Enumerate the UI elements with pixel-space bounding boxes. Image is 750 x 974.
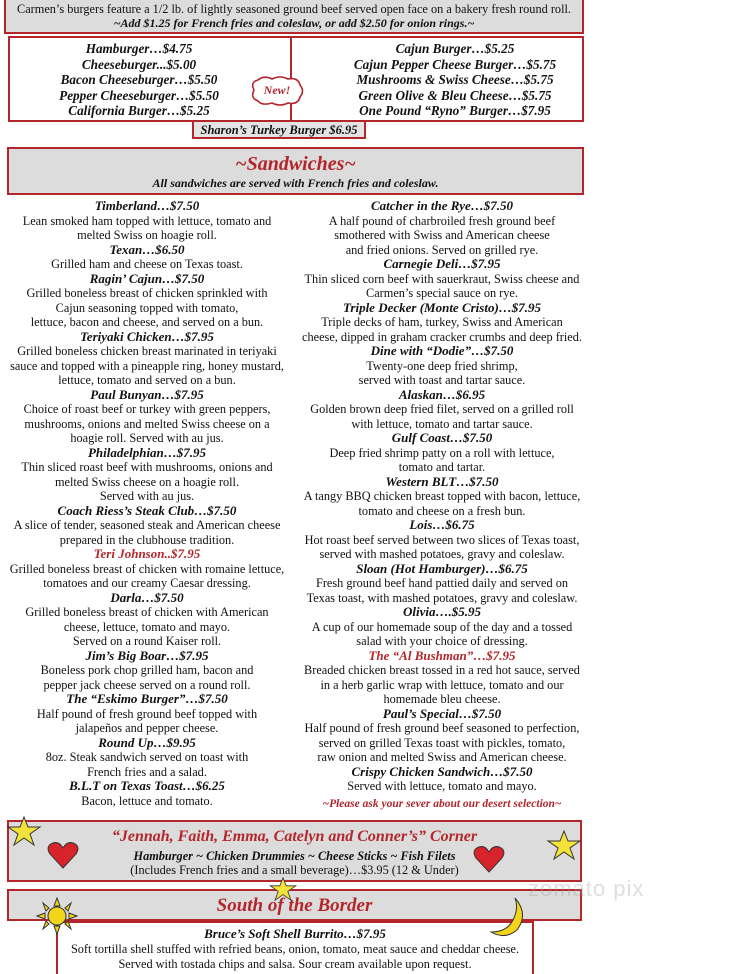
moon-icon bbox=[485, 896, 529, 940]
sandwich-name: Catcher in the Rye…$7.50 bbox=[370, 198, 514, 213]
sandwich-desc-line: melted Swiss cheese on a hoagie roll. bbox=[54, 474, 240, 489]
sandwich-item bbox=[0, 692, 294, 736]
sandwich-desc-line: lettuce, tomato and served on a bun. bbox=[58, 373, 236, 387]
kids-corner-items: Hamburger ~ Chicken Drummies ~ Cheese Sticks ~ Fish Filets bbox=[133, 849, 456, 863]
sandwich-name: Western BLT…$7.50 bbox=[385, 473, 499, 489]
sandwich-desc-line: Half pound of fresh ground beef seasoned to perfection, bbox=[304, 721, 580, 735]
sandwich-item bbox=[0, 388, 294, 446]
sandwich-desc-line: served with mashed potatoes, gravy and coleslaw. bbox=[319, 547, 565, 561]
sandwich-name: B.L.T on Texas Toast…$6.25 bbox=[69, 778, 225, 793]
sandwich-desc-line: tomato and tartar. bbox=[398, 460, 486, 474]
sandwich-item bbox=[294, 649, 590, 707]
sandwich-desc-line: smothered with Swiss and American cheese bbox=[334, 228, 550, 242]
sandwich-desc-line: sauce and topped with a pineapple ring, honey mustard, bbox=[10, 358, 284, 373]
burger-item: Bacon Cheeseburger…$5.50 bbox=[60, 72, 218, 87]
sandwich-desc-line: Lean smoked ham topped with lettuce, tomato and bbox=[22, 213, 272, 228]
star-icon bbox=[6, 816, 42, 846]
sandwich-desc-line: Fresh ground beef hand pattied daily and served on bbox=[315, 576, 568, 590]
sandwich-desc-line: Thin sliced corn beef with sauerkraut, Swiss cheese and bbox=[304, 271, 580, 286]
sandwich-item bbox=[294, 765, 590, 794]
sandwich-desc-line: cheese, dipped in graham cracker crumbs and deep fried. bbox=[302, 329, 582, 344]
sun-icon bbox=[34, 896, 80, 936]
sandwich-desc-line: Triple decks of ham, turkey, Swiss and American bbox=[321, 315, 563, 329]
sandwich-item bbox=[294, 475, 590, 519]
sandwich-desc-line: Golden brown deep fried filet, served on a grilled roll bbox=[310, 402, 574, 416]
sandwich-desc-line: Half pound of fresh ground beef topped with bbox=[36, 706, 258, 721]
burger-item: Mushrooms & Swiss Cheese…$5.75 bbox=[356, 72, 554, 87]
burger-intro-box bbox=[4, 0, 584, 34]
sandwich-item bbox=[0, 504, 294, 548]
new-badge bbox=[250, 76, 304, 106]
sandwich-name: Crispy Chicken Sandwich…$7.50 bbox=[351, 763, 533, 779]
sandwich-item bbox=[0, 199, 294, 243]
burger-item: California Burger…$5.25 bbox=[68, 103, 210, 118]
sandwich-item bbox=[294, 388, 590, 432]
sandwich-item bbox=[294, 199, 590, 257]
sandwiches-subtitle: All sandwiches are served with French fries and coleslaw. bbox=[152, 176, 439, 190]
south-border-items-box bbox=[56, 921, 534, 974]
sandwich-desc-line: Deep fried shrimp patty on a roll with lettuce, bbox=[329, 445, 555, 460]
sandwich-desc-line: melted Swiss on hoagie roll. bbox=[77, 228, 217, 242]
sandwich-desc-line: Grilled boneless breast of chicken sprinkled with bbox=[26, 286, 268, 300]
sandwich-desc-line: A slice of tender, seasoned steak and American cheese bbox=[13, 518, 281, 532]
sandwich-item bbox=[294, 431, 590, 475]
sandwich-name: Olivia….$5.95 bbox=[403, 604, 481, 619]
new-badge-label: New! bbox=[263, 83, 291, 97]
burger-item: Pepper Cheeseburger…$5.50 bbox=[59, 87, 219, 103]
sandwich-desc-line: Served with lettuce, tomato and mayo. bbox=[347, 779, 537, 793]
sandwich-item bbox=[294, 257, 590, 301]
sandwich-desc-line: A tangy BBQ chicken breast topped with bacon, lettuce, bbox=[303, 489, 581, 503]
sandwich-desc-line: homemade bleu cheese. bbox=[383, 692, 501, 706]
sandwich-desc-line: served with toast and tartar sauce. bbox=[358, 373, 526, 387]
sandwich-item bbox=[0, 272, 294, 330]
sandwich-name: Paul’s Special…$7.50 bbox=[382, 705, 502, 721]
sandwich-name: Triple Decker (Monte Cristo)…$7.95 bbox=[342, 299, 542, 315]
sandwich-desc-line: Carmen’s special sauce on rye. bbox=[366, 286, 518, 300]
sandwich-name: Round Up…$9.95 bbox=[98, 734, 196, 750]
sandwich-name: Alaskan…$6.95 bbox=[398, 386, 486, 402]
burger-item: Cajun Pepper Cheese Burger…$5.75 bbox=[353, 56, 557, 72]
star-icon bbox=[546, 830, 582, 860]
turkey-burger-label: Sharon’s Turkey Burger $6.95 bbox=[200, 123, 358, 137]
sandwich-desc-line: prepared in the clubhouse tradition. bbox=[59, 532, 235, 547]
burger-intro-text: Carmen’s burgers feature a 1/2 lb. of lightly seasoned ground beef served open face on a bakery fresh round roll. bbox=[17, 2, 571, 16]
sandwich-desc-line: tomato and cheese on a fresh bun. bbox=[358, 503, 526, 518]
sandwich-desc-line: and fried onions. Served on grilled rye. bbox=[345, 242, 539, 257]
sandwiches-title: ~Sandwiches~ bbox=[235, 153, 356, 175]
heart-icon bbox=[47, 840, 79, 870]
sandwich-name: Philadelphian…$7.95 bbox=[87, 444, 207, 460]
burger-item: One Pound “Ryno” Burger…$7.95 bbox=[359, 103, 551, 118]
burger-item: Green Olive & Bleu Cheese…$5.75 bbox=[358, 87, 552, 103]
sandwich-desc-line: raw onion and melted Swiss and American cheese. bbox=[317, 750, 567, 764]
sandwich-desc-line: Served with au jus. bbox=[99, 489, 195, 503]
sandwich-item bbox=[0, 649, 294, 693]
burrito-desc-line: Soft tortilla shell stuffed with refried beans, onion, tomato, meat sauce and cheddar cheese. bbox=[70, 942, 520, 956]
sandwich-name: Teriyaki Chicken…$7.95 bbox=[80, 328, 214, 344]
sandwiches-left-column bbox=[0, 199, 294, 808]
sandwich-desc-line: hoagie roll. Served with au jus. bbox=[70, 431, 224, 445]
sandwich-name: Carnegie Deli…$7.95 bbox=[383, 256, 501, 271]
sandwiches-banner bbox=[7, 147, 584, 195]
heart-icon bbox=[472, 844, 506, 874]
sandwich-desc-line: Boneless pork chop grilled ham, bacon and bbox=[40, 663, 254, 677]
sandwich-desc-line: in a herb garlic wrap with lettuce, tomato and our bbox=[320, 677, 564, 692]
sandwiches-right-column bbox=[294, 199, 590, 811]
sandwich-name: Jim’s Big Boar…$7.95 bbox=[85, 647, 209, 663]
sandwich-desc-line: served on grilled Texas toast with pickles, tomato, bbox=[318, 735, 566, 750]
sandwich-desc-line: Texas toast, with mashed potatoes, gravy and coleslaw. bbox=[306, 590, 578, 605]
sandwich-desc-line: Breaded chicken breast tossed in a red hot sauce, served bbox=[304, 663, 580, 677]
burger-item: Cheeseburger...$5.00 bbox=[81, 56, 197, 72]
sandwich-desc-line: Grilled boneless chicken breast marinated in teriyaki bbox=[17, 344, 277, 358]
sandwich-desc-line: A cup of our homemade soup of the day and a tossed bbox=[311, 619, 573, 634]
burger-addon-text: ~Add $1.25 for French fries and coleslaw, or add $2.50 for onion rings.~ bbox=[113, 16, 475, 30]
sandwich-name: Lois…$6.75 bbox=[409, 517, 475, 532]
burrito-desc-line: Served with tostada chips and salsa. Sour cream available upon request. bbox=[118, 957, 472, 971]
kids-corner-title: “Jennah, Faith, Emma, Catelyn and Conner’s” Corner bbox=[111, 828, 478, 845]
sandwich-desc-line: Grilled boneless breast of chicken with romaine lettuce, bbox=[9, 561, 285, 576]
sandwich-name: Paul Bunyan…$7.95 bbox=[90, 386, 204, 402]
sandwich-desc-line: Grilled boneless breast of chicken with American bbox=[25, 605, 269, 619]
sandwich-item bbox=[0, 591, 294, 649]
sandwich-desc-line: A half pound of charbroiled fresh ground beef bbox=[328, 213, 556, 228]
sandwich-item bbox=[0, 330, 294, 388]
sandwich-item bbox=[294, 301, 590, 345]
south-border-title: South of the Border bbox=[216, 895, 373, 916]
sandwich-name: Texan…$6.50 bbox=[109, 241, 185, 257]
sandwich-name: Teri Johnson..$7.95 bbox=[93, 546, 201, 561]
sandwich-item bbox=[0, 779, 294, 808]
sandwich-desc-line: Bacon, lettuce and tomato. bbox=[81, 793, 213, 808]
burrito-item: Bruce’s Soft Shell Burrito…$7.95 bbox=[204, 926, 386, 941]
sandwich-name: Gulf Coast…$7.50 bbox=[391, 430, 493, 445]
sandwich-item bbox=[0, 446, 294, 504]
watermark: zomato pix bbox=[528, 876, 645, 901]
burger-item: Hamburger…$4.75 bbox=[85, 41, 193, 56]
sandwich-desc-line: tomatoes and our creamy Caesar dressing. bbox=[43, 576, 251, 590]
star-icon bbox=[268, 877, 298, 901]
sandwich-name: The “Al Bushman”…$7.95 bbox=[368, 647, 516, 663]
sandwich-item bbox=[0, 243, 294, 272]
sandwich-name: Sloan (Hot Hamburger)…$6.75 bbox=[356, 560, 528, 576]
sandwich-desc-line: Hot roast beef served between two slices of Texas toast, bbox=[304, 532, 580, 547]
sandwich-item bbox=[0, 547, 294, 591]
sandwich-name: Coach Riess’s Steak Club…$7.50 bbox=[57, 502, 237, 518]
sandwich-item bbox=[294, 344, 590, 388]
sandwich-desc-line: Served on a round Kaiser roll. bbox=[72, 634, 222, 648]
sandwich-item bbox=[294, 605, 590, 649]
sandwich-desc-line: with lettuce, tomato and tartar sauce. bbox=[351, 416, 533, 431]
sandwich-desc-line: salad with your choice of dressing. bbox=[356, 634, 528, 648]
sandwich-desc-line: Cajun seasoning topped with tomato, bbox=[55, 300, 239, 315]
sandwich-name: The “Eskimo Burger”…$7.50 bbox=[66, 691, 228, 706]
sandwich-desc-line: cheese, lettuce, tomato and mayo. bbox=[63, 619, 231, 634]
sandwich-name: Timberland…$7.50 bbox=[94, 198, 200, 213]
turkey-burger-box bbox=[192, 120, 366, 139]
sandwich-desc-line: French fries and a salad. bbox=[87, 764, 207, 779]
sandwich-item bbox=[294, 562, 590, 606]
sandwich-item bbox=[294, 707, 590, 765]
sandwich-name: Ragin’ Cajun…$7.50 bbox=[89, 270, 205, 286]
sandwich-desc-line: Twenty-one deep fried shrimp, bbox=[366, 358, 518, 373]
sandwich-desc-line: Grilled ham and cheese on Texas toast. bbox=[51, 257, 243, 271]
burger-item: Cajun Burger…$5.25 bbox=[395, 41, 515, 56]
dessert-note: ~Please ask your sever about our desert selection~ bbox=[322, 797, 562, 810]
burger-list-left bbox=[10, 41, 288, 119]
sandwich-item bbox=[0, 736, 294, 780]
sandwich-desc-line: pepper jack cheese served on a round roll. bbox=[43, 677, 251, 692]
sandwich-desc-line: Thin sliced roast beef with mushrooms, onions and bbox=[21, 460, 273, 474]
sandwich-desc-line: mushrooms, onions and melted Swiss cheese on a bbox=[24, 416, 270, 431]
sandwich-desc-line: jalapeños and pepper cheese. bbox=[75, 721, 219, 735]
sandwich-name: Darla…$7.50 bbox=[110, 589, 184, 605]
sandwich-desc-line: 8oz. Steak sandwich served on toast with bbox=[45, 750, 249, 764]
sandwich-name: Dine with “Dodie”…$7.50 bbox=[370, 343, 514, 358]
sandwich-item bbox=[294, 518, 590, 562]
kids-corner-note: (Includes French fries and a small beverage)…$3.95 (12 & Under) bbox=[130, 863, 459, 877]
sandwich-desc-line: lettuce, bacon and cheese, and served on a bun. bbox=[30, 315, 264, 329]
sandwich-desc-line: Choice of roast beef or turkey with green peppers, bbox=[23, 402, 271, 416]
burger-list-right bbox=[292, 41, 582, 119]
